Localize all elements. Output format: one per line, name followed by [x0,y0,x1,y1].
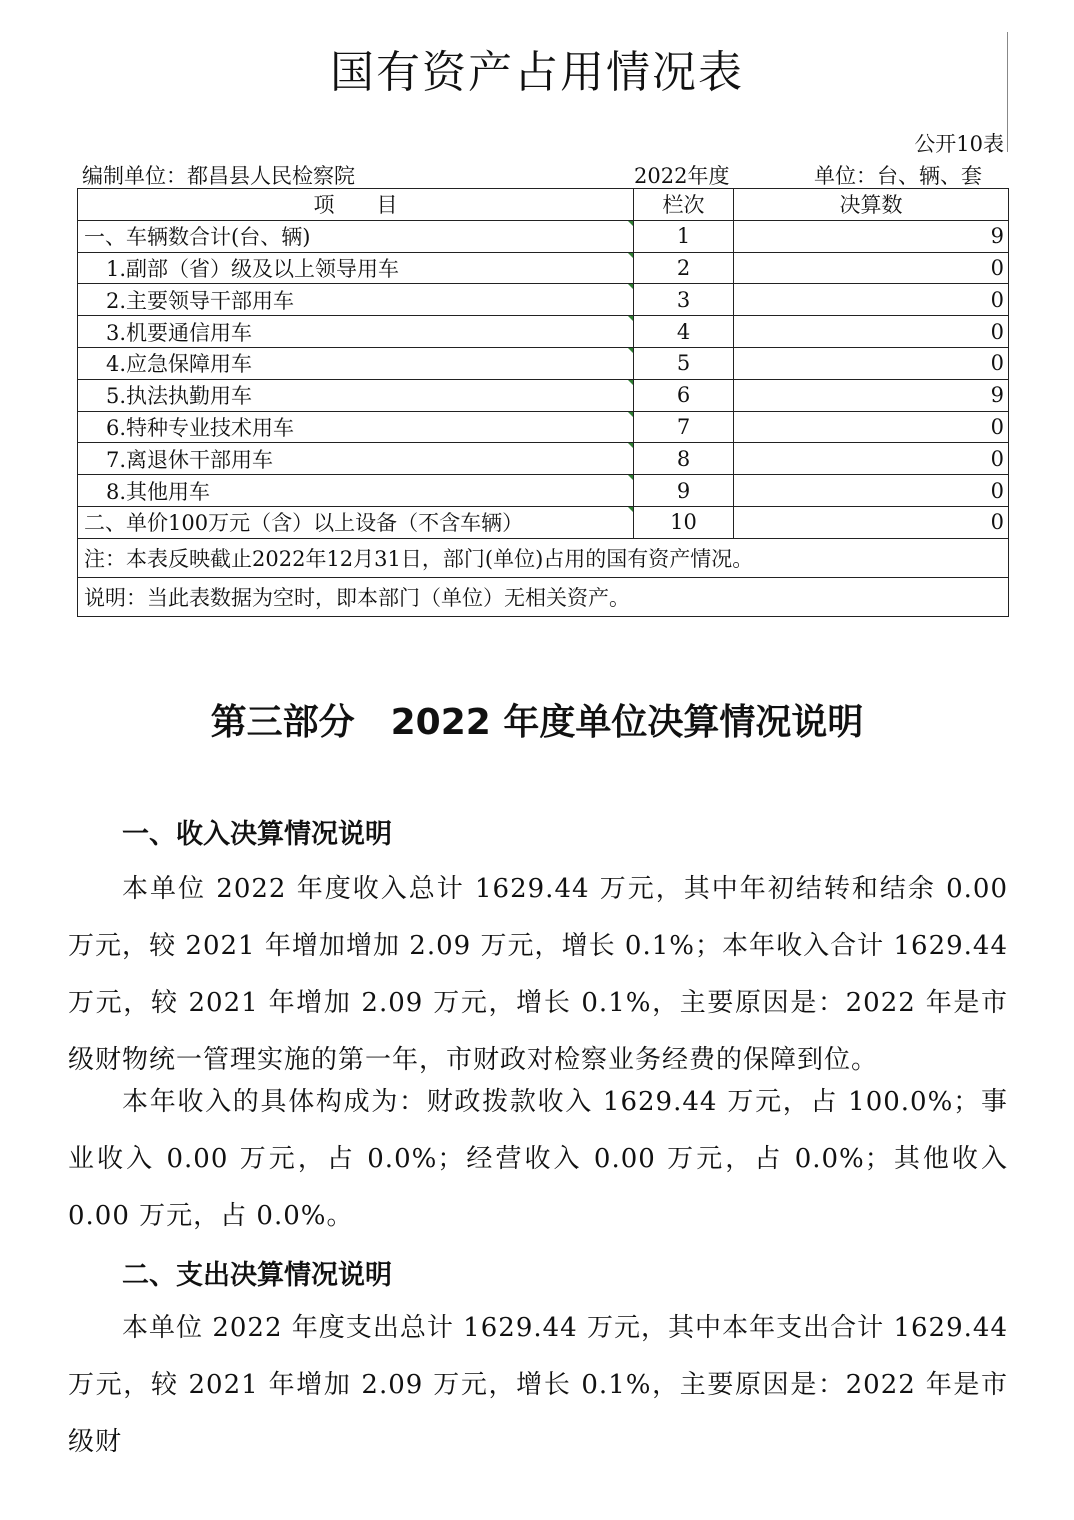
table-row [78,347,1009,379]
row-item: 3.机要通信用车 [78,316,634,348]
row-item: 7.离退休干部用车 [78,443,634,475]
row-col-no: 8 [634,443,734,475]
table-row [78,316,1009,348]
row-col-no: 6 [634,379,734,411]
expense-heading: 二、支出决算情况说明 [122,1260,392,1291]
compiling-unit: 编制单位：都昌县人民检察院 [82,164,355,188]
section-title: 第三部分 2022 年度单位决算情况说明 [210,702,864,743]
row-item: 5.执法执勤用车 [78,379,634,411]
row-col-no: 7 [634,411,734,443]
row-value: 0 [734,443,1009,475]
explanation-row [78,577,1009,616]
income-paragraph-1: 本单位 2022 年度收入总计 1629.44 万元，其中年初结转和结余 0.00 万元，较 2021 年增加增加 2.09 万元，增长 0.1%；本年收入合计 1629.44 万元，较 2021 年增加 2.09 万元，增长 0.1%，主要原因是：2022 年是市级财物统一管理实施的第一年，市财政对检察业务经费的保障到位。 [68,874,1008,1075]
row-value: 0 [734,411,1009,443]
table-explanation: 说明：当此表数据为空时，即本部门（单位）无相关资产。 [78,577,1009,616]
row-col-no: 1 [634,220,734,252]
row-item: 6.特种专业技术用车 [78,411,634,443]
table-row [78,475,1009,507]
asset-table [77,188,1009,617]
fiscal-year: 2022年度 [634,164,730,188]
row-item: 2.主要领导干部用车 [78,284,634,316]
row-value: 0 [734,284,1009,316]
form-number: 公开10表 [914,132,1004,156]
table-row [78,284,1009,316]
header-value: 决算数 [734,189,1009,221]
row-item: 一、车辆数合计(台、辆) [78,220,634,252]
table-row [78,411,1009,443]
row-item: 1.副部（省）级及以上领导用车 [78,252,634,284]
row-col-no: 2 [634,252,734,284]
row-value: 0 [734,475,1009,507]
note-row [78,538,1009,577]
row-value: 9 [734,379,1009,411]
table-row [78,252,1009,284]
row-value: 0 [734,347,1009,379]
table-title: 国有资产占用情况表 [330,47,744,98]
row-value: 9 [734,220,1009,252]
row-col-no: 3 [634,284,734,316]
row-value: 0 [734,316,1009,348]
measure-unit: 单位：台、辆、套 [814,164,982,188]
row-item: 8.其他用车 [78,475,634,507]
table-row [78,220,1009,252]
table-header-row [78,189,1009,221]
table-row [78,506,1009,538]
row-value: 0 [734,506,1009,538]
income-paragraph-2: 本年收入的具体构成为：财政拨款收入 1629.44 万元，占 100.0%；事业收入 0.00 万元，占 0.0%；经营收入 0.00 万元，占 0.0%；其他收入 0.00 万元，占 0.0%。 [68,1087,1008,1231]
row-col-no: 10 [634,506,734,538]
row-value: 0 [734,252,1009,284]
table-row [78,379,1009,411]
expense-paragraph-1: 本单位 2022 年度支出总计 1629.44 万元，其中本年支出合计 1629.44 万元，较 2021 年增加 2.09 万元，增长 0.1%，主要原因是：2022 年是市级财 [68,1313,1008,1457]
row-item: 4.应急保障用车 [78,347,634,379]
row-col-no: 5 [634,347,734,379]
header-item: 项 目 [78,189,634,221]
income-heading: 一、收入决算情况说明 [122,819,392,850]
row-item: 二、单价100万元（含）以上设备（不含车辆） [78,506,634,538]
header-col-no: 栏次 [634,189,734,221]
row-col-no: 4 [634,316,734,348]
table-row [78,443,1009,475]
table-note: 注：本表反映截止2022年12月31日，部门(单位)占用的国有资产情况。 [78,538,1009,577]
row-col-no: 9 [634,475,734,507]
